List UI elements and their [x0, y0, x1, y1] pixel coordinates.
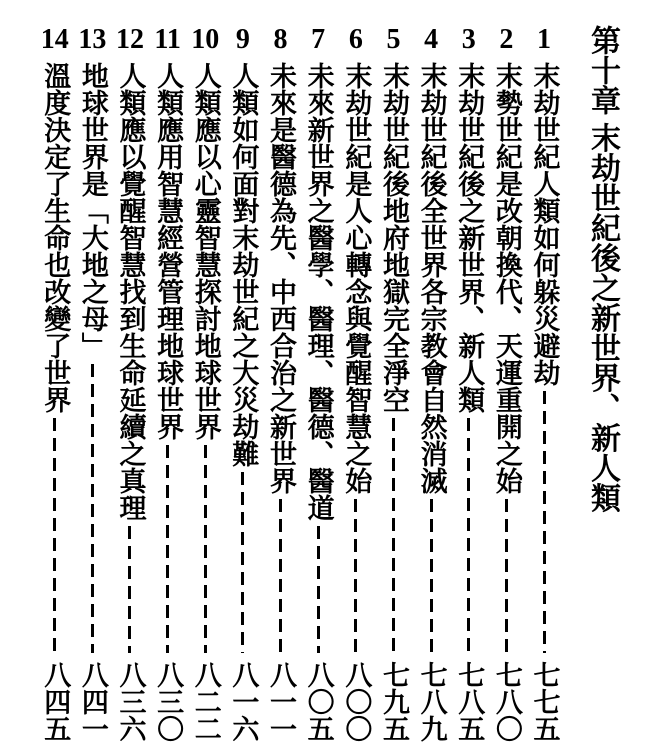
toc-entry-column	[224, 25, 261, 742]
entry-title: 末劫世紀是人心轉念與覺醒智慧之始	[341, 62, 372, 494]
toc-entry-column	[149, 25, 186, 742]
entry-number: 7	[311, 24, 326, 55]
entry-title: 末勢世紀是改朝換代、天運重開之始	[491, 62, 522, 494]
entry-number: 9	[235, 24, 250, 55]
entry-number: 3	[461, 24, 476, 55]
entry-page-number: 八〇五	[303, 661, 334, 742]
entry-page-number: 七八九	[416, 661, 447, 742]
toc-entry-column	[187, 25, 224, 742]
toc-entry-column	[450, 25, 487, 742]
entry-page-number: 八三六	[115, 661, 146, 742]
leader-line	[128, 526, 131, 653]
leader-line	[467, 418, 470, 653]
entry-number: 13	[78, 24, 107, 55]
entry-page-number: 八一六	[228, 661, 259, 742]
entry-page-number: 七八五	[454, 661, 485, 742]
entry-number: 8	[273, 24, 288, 55]
entry-title: 未來新世界之醫學、醫理、醫德、醫道	[303, 62, 334, 521]
entry-title: 末劫世紀後地府地獄完全淨空	[378, 62, 409, 413]
entry-title: 人類應用智慧經營管理地球世界	[153, 62, 184, 440]
toc-entry-column	[262, 25, 299, 742]
toc-page	[36, 25, 625, 742]
leader-line	[354, 499, 357, 653]
leader-line	[543, 391, 546, 653]
leader-line	[430, 499, 433, 653]
toc-entry-column	[488, 25, 525, 742]
entry-title: 地球世界是「大地之母」	[77, 62, 108, 359]
entry-number: 6	[348, 24, 363, 55]
toc-entry-column	[111, 25, 148, 742]
toc-entry-column	[525, 25, 562, 742]
entry-number: 10	[191, 24, 220, 55]
leader-line	[392, 418, 395, 653]
entry-page-number: 七八〇	[491, 661, 522, 742]
entry-title: 末劫世紀後全世界各宗教會自然消滅	[416, 62, 447, 494]
toc-entry-column	[36, 25, 73, 742]
entry-title: 溫度決定了生命也改變了世界	[40, 62, 71, 413]
entry-page-number: 八二二	[190, 661, 221, 742]
leader-line	[53, 418, 56, 653]
leader-line	[505, 499, 508, 653]
chapter-title-column	[579, 25, 625, 742]
entry-number: 2	[499, 24, 514, 55]
toc-entry-column	[375, 25, 412, 742]
toc-entry-column	[412, 25, 449, 742]
entry-title: 末劫世紀人類如何躲災避劫	[529, 62, 560, 386]
entry-page-number: 八四五	[40, 661, 71, 742]
entry-title: 人類如何面對末劫世紀之大災劫難	[228, 62, 259, 467]
entry-number: 1	[537, 24, 552, 55]
entry-title: 未來是醫德為先、中西合治之新世界	[266, 62, 297, 494]
entry-page-number: 七七五	[529, 661, 560, 742]
entry-page-number: 七九五	[378, 661, 409, 742]
leader-line	[241, 472, 244, 653]
entry-page-number: 八〇〇	[341, 661, 372, 742]
entry-title: 人類應以覺醒智慧找到生命延續之真理	[115, 62, 146, 521]
entry-number: 11	[154, 24, 181, 55]
entry-number: 12	[115, 24, 144, 55]
entry-number: 4	[424, 24, 439, 55]
leader-line	[166, 445, 169, 653]
entry-number: 5	[386, 24, 401, 55]
chapter-title: 第十章 末劫世紀後之新世界、新人類	[585, 25, 619, 513]
leader-line	[317, 526, 320, 653]
entry-page-number: 八三〇	[153, 661, 184, 742]
toc-entry-column	[337, 25, 374, 742]
entry-page-number: 八一一	[266, 661, 297, 742]
leader-line	[204, 445, 207, 653]
entry-number: 14	[40, 24, 69, 55]
leader-line	[279, 499, 282, 653]
entry-title: 人類應以心靈智慧探討地球世界	[190, 62, 221, 440]
leader-line	[91, 364, 94, 653]
toc-entry-column	[299, 25, 336, 742]
entry-title: 末劫世紀後之新世界、新人類	[454, 62, 485, 413]
entry-page-number: 八四一	[77, 661, 108, 742]
toc-entry-column	[74, 25, 111, 742]
